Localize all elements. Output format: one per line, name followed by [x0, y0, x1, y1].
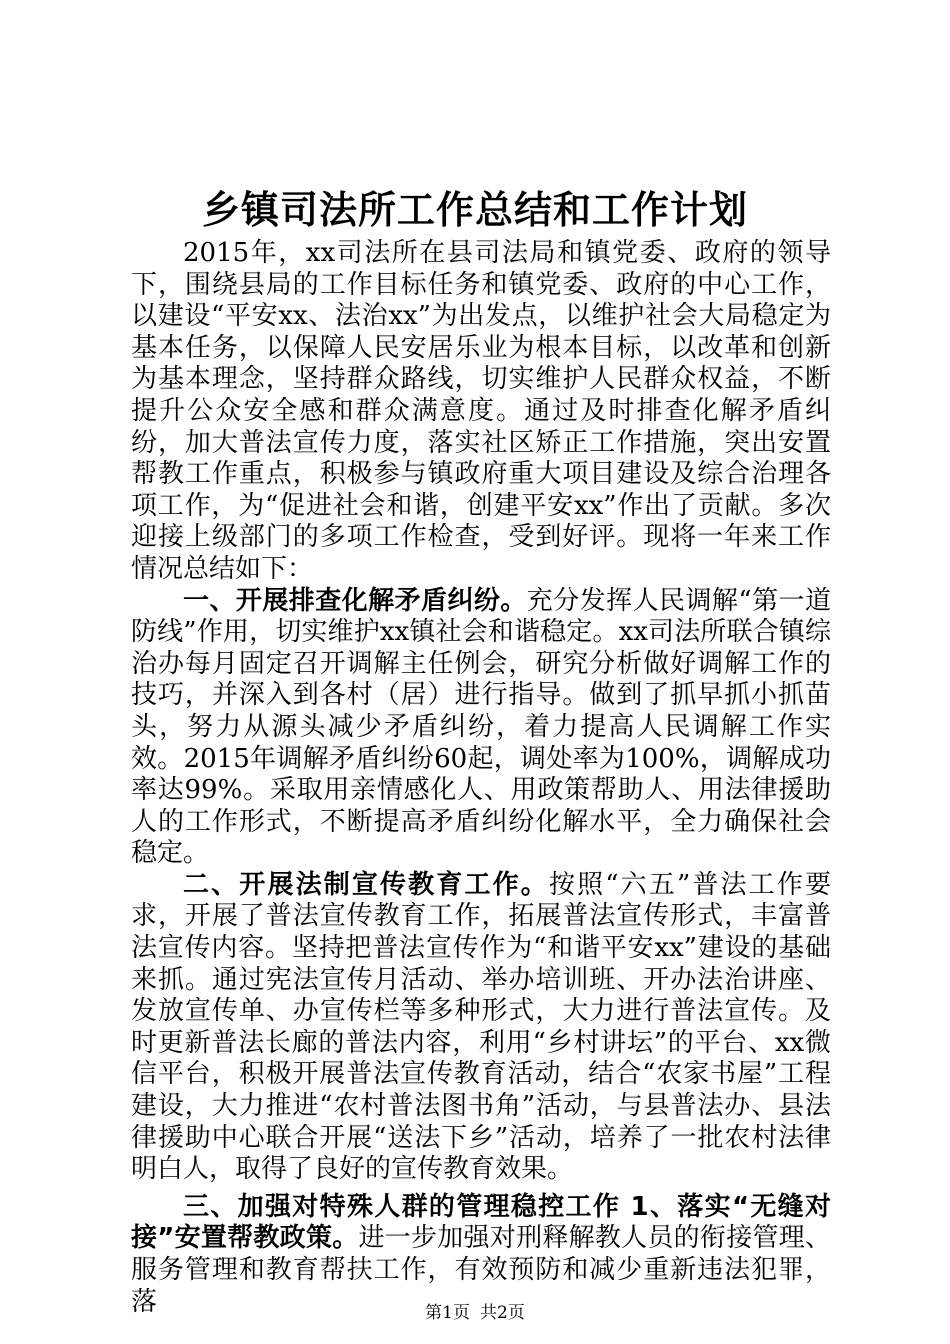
section-2-text: 按照“六五”普法工作要求，开展了普法宣传教育工作，拓展普法宣传形式，丰富普法宣传内容。坚持把普法宣传作为“和谐平安xx”建设的基础来抓。通过宪法宣传月活动、举办培训班、开办法治讲座、发放宣传单、办宣传栏等多种形式，大力进行普法宣传。及时更新普法长廊的普法内容，利用“乡村讲坛”的平台、xx微信平台，积极开展普法宣传教育活动，结合“农家书屋”工程建设，大力推进“农村普法图书角”活动，与县普法办、县法律援助中心联合开展“送法下乡”活动，培养了一批农村法律明白人，取得了良好的宣传教育效果。 — [131, 869, 831, 1185]
section-1-text: 充分发挥人民调解“第一道防线”作用，切实维护xx镇社会和谐稳定。xx司法所联合镇综治办每月固定召开调解主任例会，研究分析做好调解工作的技巧，并深入到各村（居）进行指导。做到了抓早抓小抓苗头，努力从源头减少矛盾纠纷，着力提高人民调解工作实效。2015年调解矛盾纠纷60起，调处率为100%，调解成功率达99%。采取用亲情感化人、用政策帮助人、用法律援助人的工作形式，不断提高矛盾纠纷化解水平，全力确保社会稳定。 — [131, 585, 831, 869]
section-1-paragraph — [131, 586, 831, 870]
section-2-paragraph — [131, 870, 831, 1186]
section-3-text: 进一步加强对刑释解教人员的衔接管理、服务管理和教育帮扶工作，有效预防和减少重新违法犯罪，落 — [131, 1223, 831, 1317]
page-footer — [0, 1302, 950, 1324]
section-1-heading: 一、开展排查化解矛盾纠纷。 — [183, 585, 527, 616]
document-title: 乡镇司法所工作总结和工作计划 — [201, 188, 748, 232]
section-3-paragraph — [131, 1192, 831, 1318]
page-total: 共2页 — [480, 1303, 525, 1323]
section-3-heading: 三、加强对特殊人群的管理稳控工作 1、落实“无缝对接”安置帮教政策。 — [131, 1191, 831, 1254]
page-number: 第1页 — [425, 1303, 470, 1323]
intro-paragraph: 2015年，xx司法所在县司法局和镇党委、政府的领导下，围绕县局的工作目标任务和镇党委、政府的中心工作，以建设“平安xx、法治xx”为出发点，以维护社会大局稳定为基本任务，以保障人民安居乐业为根本目标，以改革和创新为基本理念，坚持群众路线，切实维护人民群众权益，不断提升公众安全感和群众满意度。通过及时排查化解矛盾纠纷，加大普法宣传力度，落实社区矫正工作措施，突出安置帮教工作重点，积极参与镇政府重大项目建设及综合治理各项工作，为“促进社会和谐，创建平安xx”作出了贡献。多次迎接上级部门的多项工作检查，受到好评。现将一年来工作情况总结如下： — [131, 238, 831, 584]
document-body — [131, 238, 831, 1318]
section-2-heading: 二、开展法制宣传教育工作。 — [183, 869, 549, 900]
